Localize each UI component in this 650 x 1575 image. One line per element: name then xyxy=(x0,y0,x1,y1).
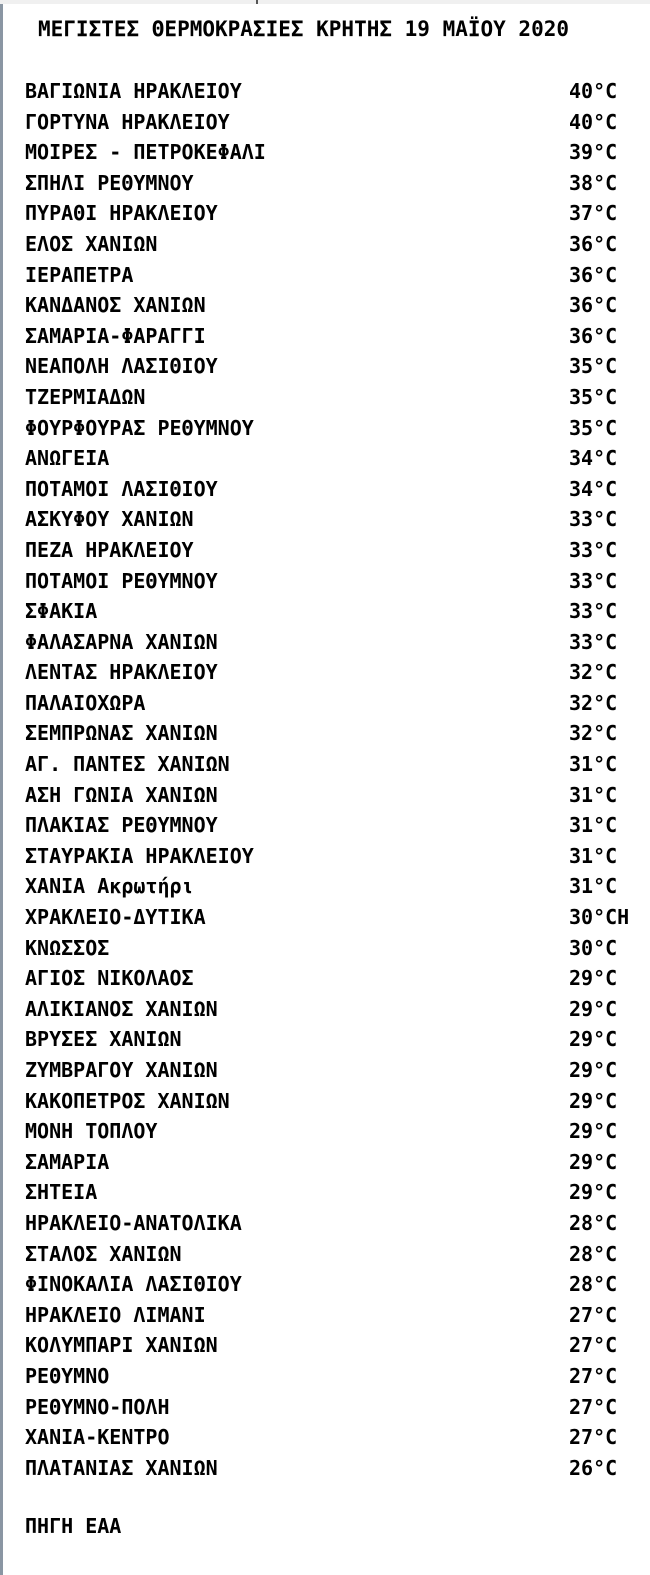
max-temperature: 29°C xyxy=(569,966,618,991)
location-name: ΣΤΑΥΡΑΚΙΑ ΗΡΑΚΛΕΙΟΥ xyxy=(25,843,254,868)
location-name: ΛΕΝΤΑΣ ΗΡΑΚΛΕΙΟΥ xyxy=(25,660,218,685)
location-name: ΧΑΝΙΑ-ΚΕΝΤΡΟ xyxy=(25,1425,170,1450)
max-temperature: 33°C xyxy=(569,507,618,532)
location-name: ΦΑΛΑΣΑΡΝΑ ΧΑΝΙΩΝ xyxy=(25,629,218,654)
list-item xyxy=(0,1453,650,1484)
list-item xyxy=(0,596,650,627)
list-item xyxy=(0,688,650,719)
location-name: ΠΛΑΚΙΑΣ ΡΕΘΥΜΝΟΥ xyxy=(25,813,218,838)
list-item xyxy=(0,198,650,229)
list-item xyxy=(0,321,650,352)
list-item xyxy=(0,657,650,688)
location-name: ΑΓ. ΠΑΝΤΕΣ ΧΑΝΙΩΝ xyxy=(25,752,230,777)
location-name: ΣΕΜΠΡΩΝΑΣ ΧΑΝΙΩΝ xyxy=(25,721,218,746)
list-item xyxy=(0,229,650,260)
list-item xyxy=(0,871,650,902)
page-title: ΜΕΓΙΣΤΕΣ ΘΕΡΜΟΚΡΑΣΙΕΣ ΚΡΗΤΗΣ 19 ΜΑΪΟΥ 2020 xyxy=(38,17,570,41)
location-name: ΚΑΝΔΑΝΟΣ ΧΑΝΙΩΝ xyxy=(25,293,206,318)
max-temperature: 31°C xyxy=(569,874,618,899)
max-temperature: 29°C xyxy=(569,1149,618,1174)
location-name: ΑΣΚΥΦΟΥ ΧΑΝΙΩΝ xyxy=(25,507,194,532)
max-temperature: 33°C xyxy=(569,629,618,654)
list-item xyxy=(0,382,650,413)
location-name: ΑΣΗ ΓΩΝΙΑ ΧΑΝΙΩΝ xyxy=(25,782,218,807)
location-name: ΡΕΘΥΜΝΟ xyxy=(25,1363,110,1388)
list-item xyxy=(0,137,650,168)
max-temperature: 34°C xyxy=(569,446,618,471)
location-name: ΣΗΤΕΙΑ xyxy=(25,1180,98,1205)
list-item xyxy=(0,1392,650,1423)
max-temperature: 27°C xyxy=(569,1363,618,1388)
location-name: ΣΑΜΑΡΙΑ xyxy=(25,1149,110,1174)
list-item xyxy=(0,107,650,138)
location-name: ΧΡΑΚΛΕΙΟ-ΔΥΤΙΚΑ xyxy=(25,905,206,930)
list-item xyxy=(0,1024,650,1055)
list-item xyxy=(0,260,650,291)
list-item xyxy=(0,841,650,872)
location-name: ΣΠΗΛΙ ΡΕΘΥΜΝΟΥ xyxy=(25,170,194,195)
location-name: ΠΕΖΑ ΗΡΑΚΛΕΙΟΥ xyxy=(25,537,194,562)
max-temperature: 29°C xyxy=(569,1088,618,1113)
max-temperature: 27°C xyxy=(569,1333,618,1358)
location-name: ΦΙΝΟΚΑΛΙΑ ΛΑΣΙΘΙΟΥ xyxy=(25,1272,242,1297)
max-temperature: 35°C xyxy=(569,415,618,440)
max-temperature: 28°C xyxy=(569,1210,618,1235)
location-name: ΚΟΛΥΜΠΑΡΙ ΧΑΝΙΩΝ xyxy=(25,1333,218,1358)
location-name: ΗΡΑΚΛΕΙΟ ΛΙΜΑΝΙ xyxy=(25,1302,206,1327)
max-temperature: 33°C xyxy=(569,568,618,593)
list-item xyxy=(0,168,650,199)
list-item xyxy=(0,810,650,841)
list-item xyxy=(0,1239,650,1270)
max-temperature: 34°C xyxy=(569,476,618,501)
top-tick xyxy=(256,0,258,4)
location-name: ΣΑΜΑΡΙΑ-ΦΑΡΑΓΓΙ xyxy=(25,323,206,348)
list-item xyxy=(0,566,650,597)
list-item xyxy=(0,351,650,382)
list-item xyxy=(0,474,650,505)
max-temperature: 36°C xyxy=(569,231,618,256)
location-name: ΠΟΤΑΜΟΙ ΛΑΣΙΘΙΟΥ xyxy=(25,476,218,501)
location-name: ΑΛΙΚΙΑΝΟΣ ΧΑΝΙΩΝ xyxy=(25,996,218,1021)
max-temperature: 27°C xyxy=(569,1302,618,1327)
max-temperature: 29°C xyxy=(569,996,618,1021)
list-item xyxy=(0,1147,650,1178)
max-temperature: 32°C xyxy=(569,690,618,715)
source-note: ΠΗΓΗ ΕΑΑ xyxy=(25,1514,122,1538)
list-item xyxy=(0,290,650,321)
location-name: ΣΤΑΛΟΣ ΧΑΝΙΩΝ xyxy=(25,1241,182,1266)
max-temperature: 37°C xyxy=(569,201,618,226)
location-name: ΓΟΡΤΥΝΑ ΗΡΑΚΛΕΙΟΥ xyxy=(25,109,230,134)
location-name: ΜΟΙΡΕΣ - ΠΕΤΡΟΚΕΦΑΛΙ xyxy=(25,140,266,165)
list-item xyxy=(0,718,650,749)
list-item xyxy=(0,780,650,811)
max-temperature: 32°C xyxy=(569,660,618,685)
max-temperature: 36°C xyxy=(569,262,618,287)
list-item xyxy=(0,749,650,780)
max-temperature: 28°C xyxy=(569,1272,618,1297)
list-item xyxy=(0,1055,650,1086)
list-item xyxy=(0,76,650,107)
max-temperature: 33°C xyxy=(569,537,618,562)
location-name: ΚΑΚΟΠΕΤΡΟΣ ΧΑΝΙΩΝ xyxy=(25,1088,230,1113)
max-temperature: 40°C xyxy=(569,79,618,103)
max-temperature: 30°CH xyxy=(569,905,630,930)
location-name: ΖΥΜΒΡΑΓΟΥ ΧΑΝΙΩΝ xyxy=(25,1058,218,1082)
location-name: ΦΟΥΡΦΟΥΡΑΣ ΡΕΘΥΜΝΟΥ xyxy=(25,415,254,440)
location-name: ΜΟΝΗ ΤΟΠΛΟΥ xyxy=(25,1119,158,1144)
location-name: ΠΛΑΤΑΝΙΑΣ ΧΑΝΙΩΝ xyxy=(25,1455,218,1480)
location-name: ΕΛΟΣ ΧΑΝΙΩΝ xyxy=(25,231,158,256)
list-item xyxy=(0,1116,650,1147)
max-temperature: 27°C xyxy=(569,1394,618,1419)
max-temperature: 28°C xyxy=(569,1241,618,1266)
max-temperature: 38°C xyxy=(569,170,618,195)
max-temperature: 40°C xyxy=(569,109,618,134)
max-temperature: 29°C xyxy=(569,1119,618,1144)
max-temperature: 29°C xyxy=(569,1027,618,1052)
location-name: ΧΑΝΙΑ Ακρωτήρι xyxy=(25,874,194,899)
location-name: ΝΕΑΠΟΛΗ ΛΑΣΙΘΙΟΥ xyxy=(25,354,218,379)
location-name: ΙΕΡΑΠΕΤΡΑ xyxy=(25,262,134,287)
max-temperature: 36°C xyxy=(569,323,618,348)
location-name: ΠΟΤΑΜΟΙ ΡΕΘΥΜΝΟΥ xyxy=(25,568,218,593)
location-name: ΗΡΑΚΛΕΙΟ-ΑΝΑΤΟΛΙΚΑ xyxy=(25,1210,242,1235)
top-border xyxy=(0,0,650,4)
max-temperature: 30°C xyxy=(569,935,618,960)
list-item xyxy=(0,1330,650,1361)
max-temperature: 29°C xyxy=(569,1180,618,1205)
list-item xyxy=(0,627,650,658)
max-temperature: 35°C xyxy=(569,384,618,409)
list-item xyxy=(0,413,650,444)
max-temperature: 31°C xyxy=(569,843,618,868)
location-name: ΚΝΩΣΣΟΣ xyxy=(25,935,110,960)
location-name: ΤΖΕΡΜΙΑΔΩΝ xyxy=(25,384,146,409)
max-temperature: 32°C xyxy=(569,721,618,746)
list-item xyxy=(0,443,650,474)
max-temperature: 31°C xyxy=(569,813,618,838)
max-temperature: 27°C xyxy=(569,1425,618,1450)
location-name: ΑΓΙΟΣ ΝΙΚΟΛΑΟΣ xyxy=(25,966,194,991)
list-item xyxy=(0,1208,650,1239)
list-item xyxy=(0,1086,650,1117)
max-temperature: 29°C xyxy=(569,1058,618,1082)
location-name: ΑΝΩΓΕΙΑ xyxy=(25,446,110,471)
location-name: ΣΦΑΚΙΑ xyxy=(25,599,98,624)
max-temperature: 33°C xyxy=(569,599,618,624)
list-item xyxy=(0,1422,650,1453)
list-item xyxy=(0,1300,650,1331)
list-item xyxy=(0,1269,650,1300)
location-name: ΠΥΡΑΘΙ ΗΡΑΚΛΕΙΟΥ xyxy=(25,201,218,226)
list-item xyxy=(0,994,650,1025)
list-item xyxy=(0,933,650,964)
max-temperature: 39°C xyxy=(569,140,618,165)
list-item xyxy=(0,504,650,535)
max-temperature: 36°C xyxy=(569,293,618,318)
list-item xyxy=(0,535,650,566)
location-name: ΡΕΘΥΜΝΟ-ΠΟΛΗ xyxy=(25,1394,170,1419)
temperature-list xyxy=(0,76,650,1483)
list-item xyxy=(0,1361,650,1392)
max-temperature: 31°C xyxy=(569,782,618,807)
max-temperature: 35°C xyxy=(569,354,618,379)
max-temperature: 26°C xyxy=(569,1455,618,1480)
location-name: ΠΑΛΑΙΟΧΩΡΑ xyxy=(25,690,146,715)
list-item xyxy=(0,963,650,994)
list-item xyxy=(0,902,650,933)
location-name: ΒΑΓΙΩΝΙΑ ΗΡΑΚΛΕΙΟΥ xyxy=(25,79,242,103)
list-item xyxy=(0,1177,650,1208)
location-name: ΒΡΥΣΕΣ ΧΑΝΙΩΝ xyxy=(25,1027,182,1052)
max-temperature: 31°C xyxy=(569,752,618,777)
